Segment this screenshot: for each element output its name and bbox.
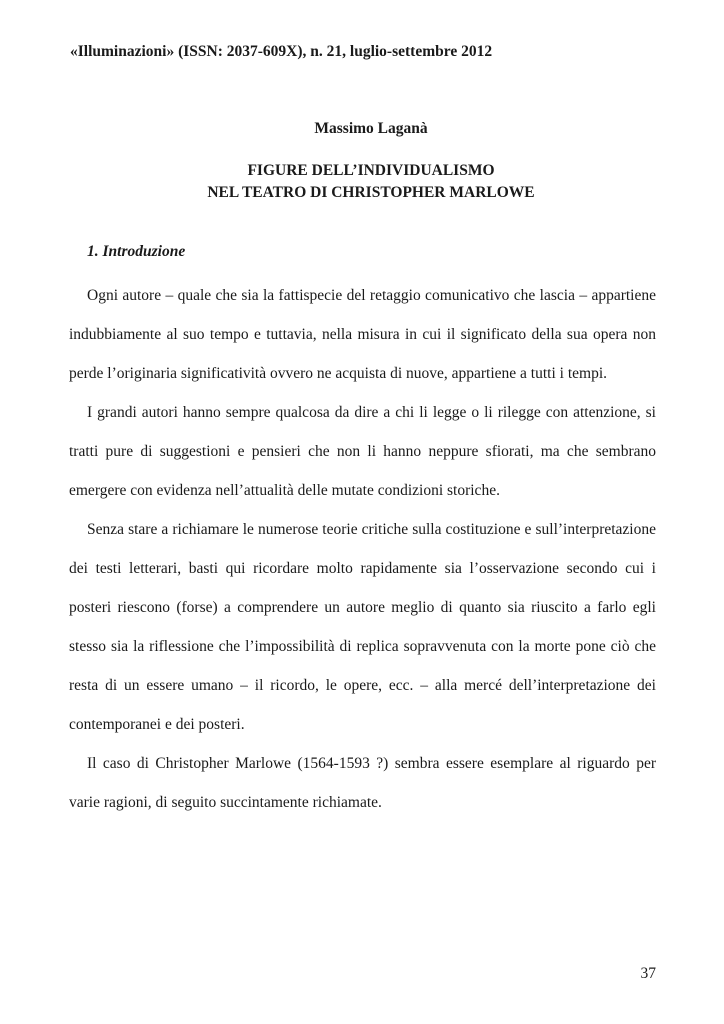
article-title	[0, 160, 724, 204]
article-title-line-2: NEL TEATRO DI CHRISTOPHER MARLOWE	[207, 184, 535, 201]
author-name: Massimo Laganà	[314, 120, 428, 137]
paragraph: Il caso di Christopher Marlowe (1564-1593 ?) sembra essere esemplare al riguardo per varie ragioni, di seguito succintamente richiamate.	[69, 755, 656, 811]
section-heading: 1. Introduzione	[87, 243, 186, 260]
body-text	[69, 276, 656, 822]
paragraph: Senza stare a richiamare le numerose teorie critiche sulla costituzione e sull’interpretazione dei testi letterari, basti qui ricordare molto rapidamente sia l’osservazione secondo cui i posteri riescono (forse) a comprendere un autore meglio di quanto sia riuscito a farlo egli stesso sia la riflessione che l’impossibilità di replica sopravvenuta con la morte pone ciò che resta di un essere umano – il ricordo, le opere, ecc. – alla mercé dell’interpretazione dei contemporanei e dei posteri.	[69, 521, 656, 733]
paragraph: Ogni autore – quale che sia la fattispecie del retaggio comunicativo che lascia – appartiene indubbiamente al suo tempo e tuttavia, nella misura in cui il significato della sua opera non perde l’originaria significatività ovvero ne acquista di nuove, appartiene a tutti i tempi.	[69, 287, 656, 382]
page-number: 37	[640, 965, 656, 982]
article-title-line-1: FIGURE DELL’INDIVIDUALISMO	[247, 162, 495, 179]
paragraph: I grandi autori hanno sempre qualcosa da dire a chi li legge o li rilegge con attenzione, si tratti pure di suggestioni e pensieri che non li hanno neppure sfiorati, ma che sembrano emergere con evidenza nell’attualità delle mutate condizioni storiche.	[69, 404, 656, 499]
journal-header: «Illuminazioni» (ISSN: 2037-609X), n. 21, luglio-settembre 2012	[70, 43, 493, 60]
